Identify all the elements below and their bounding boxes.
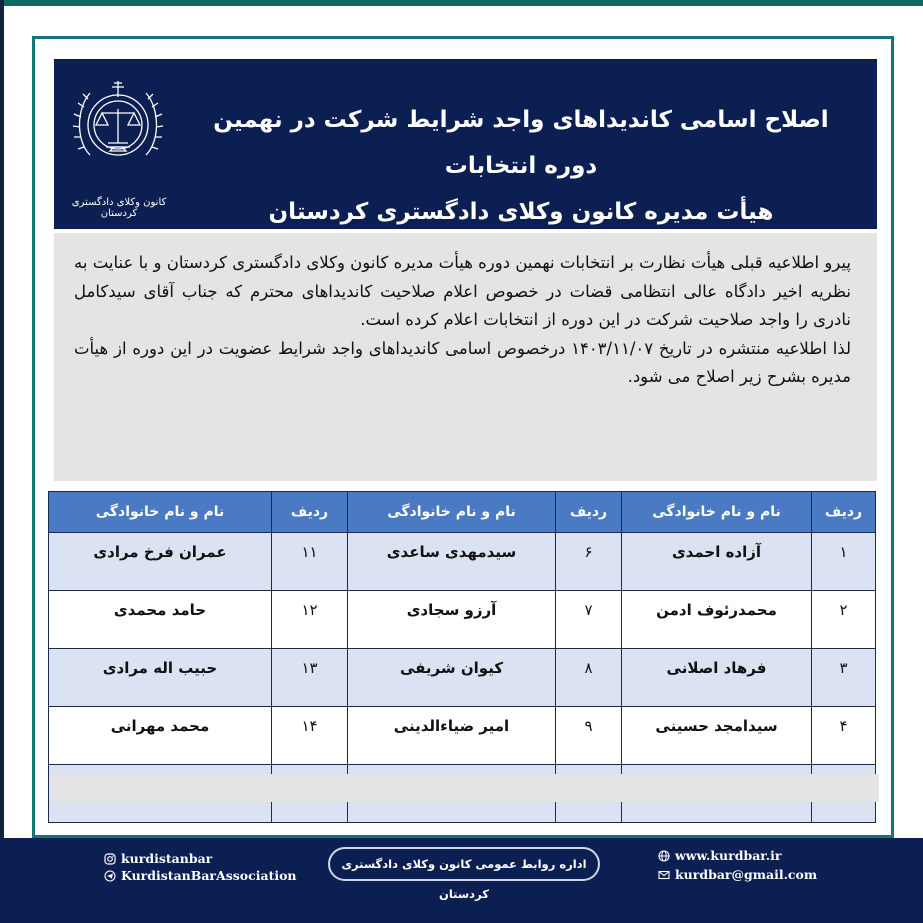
candidate-name-cell: محمدرئوف ادمن [622, 591, 812, 649]
candidate-name-cell: سیدامجد حسینی [622, 707, 812, 765]
notice-text [74, 249, 851, 392]
candidate-name-cell: محمد مهرانی [49, 707, 272, 765]
page-title [211, 97, 831, 235]
row-number-cell: ۱۳ [272, 649, 348, 707]
row-number-cell: ۱ [812, 533, 876, 591]
title-line-1: اصلاح اسامی کاندیداهای واجد شرایط شرکت در نهمین دوره انتخابات [213, 107, 829, 179]
table-row [49, 533, 876, 591]
notice-paragraph-2: لذا اطلاعیه منتشره در تاریخ ۱۴۰۳/۱۱/۰۷ درخصوص اسامی کاندیداهای واجد شرایط عضویت در این دوره از هیأت مدیره بشرح زیر اصلاح می شود. [74, 338, 852, 386]
instagram-handle: kurdistanbar [121, 851, 213, 866]
candidate-name-cell: حبیب اله مرادی [49, 649, 272, 707]
candidate-name-cell: آرزو سجادی [348, 591, 556, 649]
row-number-cell: ۸ [556, 649, 622, 707]
column-header-full-name: نام و نام خانوادگی [622, 492, 812, 533]
notice-box [54, 233, 877, 481]
candidate-name-cell: امیر ضیاءالدینی [348, 707, 556, 765]
email-link[interactable] [658, 867, 817, 882]
column-header-row-number: ردیف [812, 492, 876, 533]
telegram-handle: KurdistanBarAssociation [121, 868, 297, 883]
row-number-cell: ۶ [556, 533, 622, 591]
envelope-icon [658, 869, 670, 881]
website-url: www.kurdbar.ir [675, 848, 782, 863]
globe-icon [658, 850, 670, 862]
candidate-name-cell: فرهاد اصلانی [622, 649, 812, 707]
column-header-row-number: ردیف [556, 492, 622, 533]
table-row [49, 707, 876, 765]
row-number-cell: ۱۲ [272, 591, 348, 649]
column-header-full-name: نام و نام خانوادگی [49, 492, 272, 533]
candidate-name-cell: عمران فرخ مرادی [49, 533, 272, 591]
candidates-table [48, 491, 875, 767]
notice-paragraph-1: پیرو اطلاعیه قبلی هیأت نظارت بر انتخابات نهمین دوره هیأت مدیره کانون وکلای دادگستری کردستان و با عنایت به نظریه اخیر دادگاه عالی انتظامی قضات در خصوص اعلام صلاحیت کاندیداهای محترم که جناب آقای سیدکامل نادری را واجد صلاحیت شرکت در این دوره از انتخابات اعلام کرده است. [74, 253, 851, 329]
website-link[interactable] [658, 848, 781, 863]
row-number-cell: ۹ [556, 707, 622, 765]
table-row [49, 649, 876, 707]
row-number-cell: ۲ [812, 591, 876, 649]
column-header-row-number: ردیف [272, 492, 348, 533]
column-header-full-name: نام و نام خانوادگی [348, 492, 556, 533]
table-row [49, 591, 876, 649]
title-line-2: هیأت مدیره کانون وکلای دادگستری کردستان [268, 199, 774, 225]
telegram-icon [104, 870, 116, 882]
row-number-cell: ۴ [812, 707, 876, 765]
announcement-header [54, 59, 877, 229]
instagram-icon [104, 853, 116, 865]
table-header-row [49, 492, 876, 533]
scales-of-justice-emblem-icon [68, 73, 168, 173]
public-relations-badge: اداره روابط عمومی کانون وکلای دادگستری کردستان [328, 847, 600, 881]
contact-footer [0, 838, 923, 923]
row-number-cell: ۱۱ [272, 533, 348, 591]
email-address: kurdbar@gmail.com [675, 867, 818, 882]
top-accent-bar [0, 0, 923, 6]
row-number-cell: ۷ [556, 591, 622, 649]
row-number-cell: ۳ [812, 649, 876, 707]
candidate-name-cell: سیدمهدی ساعدی [348, 533, 556, 591]
footer-strip [52, 774, 879, 802]
candidate-name-cell: آزاده احمدی [622, 533, 812, 591]
candidate-name-cell: کیوان شریفی [348, 649, 556, 707]
emblem-caption: کانون وکلای دادگستری کردستان [71, 197, 167, 219]
row-number-cell: ۱۴ [272, 707, 348, 765]
instagram-link[interactable] [104, 851, 212, 866]
candidate-name-cell: حامد محمدی [49, 591, 272, 649]
telegram-link[interactable] [104, 868, 297, 883]
left-accent-stripe [0, 0, 4, 923]
